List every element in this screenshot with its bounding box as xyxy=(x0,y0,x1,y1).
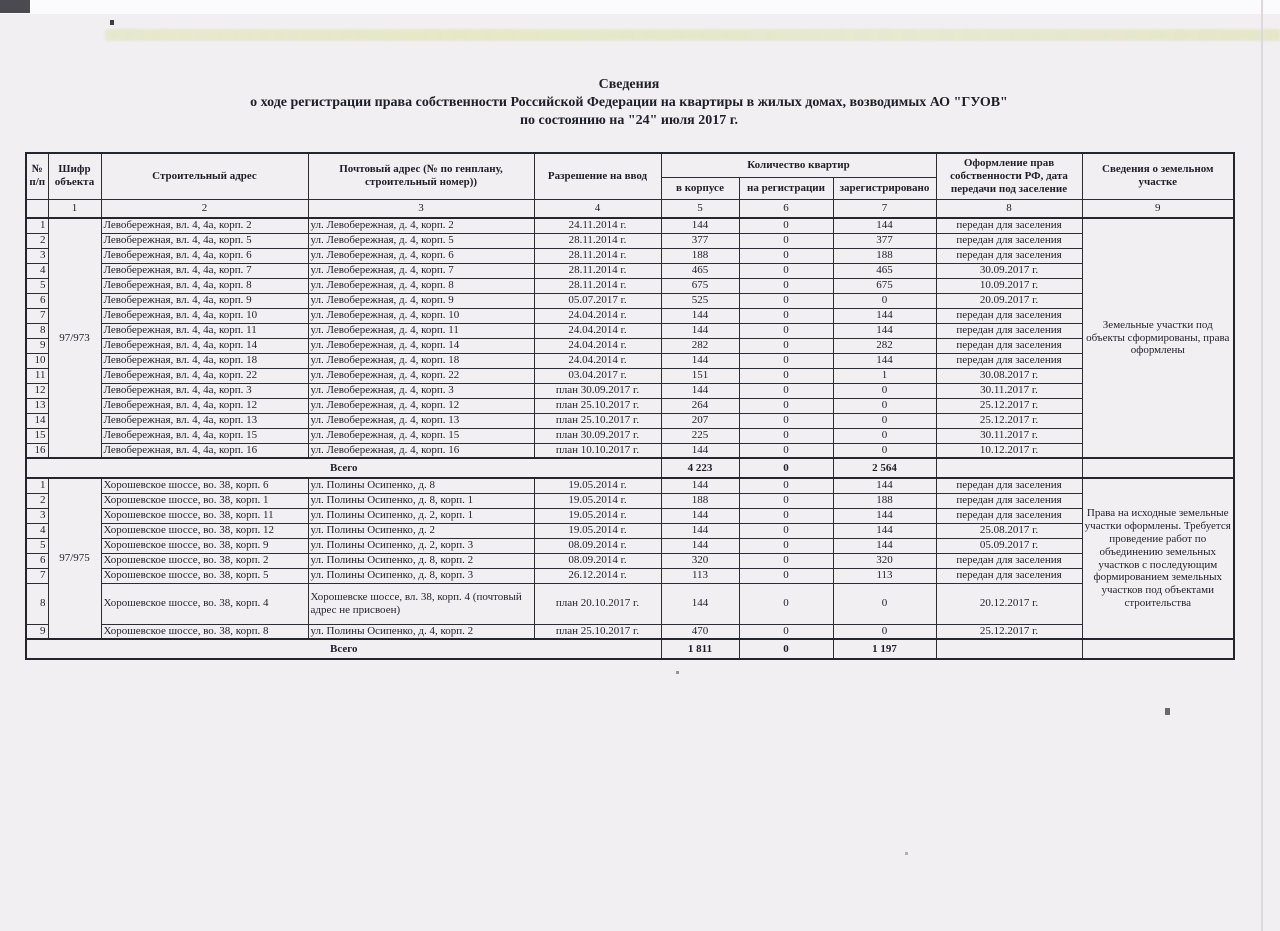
cell-apartments-registered: 0 xyxy=(833,624,936,639)
cell-postal-address: ул. Полины Осипенко, д. 8 xyxy=(308,478,534,493)
cell-apartments-registered: 144 xyxy=(833,353,936,368)
cell-construction-address: Хорошевское шоссе, во. 38, корп. 4 xyxy=(101,583,308,624)
cell-apartments-in-building: 144 xyxy=(661,508,739,523)
cell-postal-address: ул. Левобережная, д. 4, корп. 22 xyxy=(308,368,534,383)
cell-ownership-status: 25.12.2017 г. xyxy=(936,624,1082,639)
cell-construction-address: Хорошевское шоссе, во. 38, корп. 9 xyxy=(101,538,308,553)
cell-apartments-in-registration: 0 xyxy=(739,508,833,523)
cell-apartments-in-building: 470 xyxy=(661,624,739,639)
table-row xyxy=(26,583,1234,624)
cell-apartments-in-building: 144 xyxy=(661,478,739,493)
cell-apartments-in-building: 144 xyxy=(661,383,739,398)
cell-commissioning-permit: 28.11.2014 г. xyxy=(534,278,661,293)
scan-corner-shadow xyxy=(0,0,30,13)
cell-apartments-in-building: 144 xyxy=(661,523,739,538)
total-registered: 1 197 xyxy=(833,639,936,659)
column-number-cell xyxy=(26,199,48,218)
column-number-cell: 8 xyxy=(936,199,1082,218)
cell-row-number: 6 xyxy=(26,553,48,568)
cell-postal-address: ул. Левобережная, д. 4, корп. 8 xyxy=(308,278,534,293)
cell-apartments-registered: 144 xyxy=(833,323,936,338)
table-row xyxy=(26,338,1234,353)
scan-speck xyxy=(110,20,114,25)
cell-ownership-status: 30.08.2017 г. xyxy=(936,368,1082,383)
cell-row-number: 2 xyxy=(26,233,48,248)
cell-row-number: 1 xyxy=(26,478,48,493)
col-header-code: Шифр объекта xyxy=(48,153,101,199)
cell-commissioning-permit: план 25.10.2017 г. xyxy=(534,413,661,428)
cell-apartments-in-building: 144 xyxy=(661,323,739,338)
title-line-3: по состоянию на "24" июля 2017 г. xyxy=(519,113,739,128)
cell-apartments-in-building: 225 xyxy=(661,428,739,443)
cell-apartments-in-registration: 0 xyxy=(739,583,833,624)
cell-apartments-in-registration: 0 xyxy=(739,308,833,323)
cell-row-number: 10 xyxy=(26,353,48,368)
cell-apartments-registered: 188 xyxy=(833,493,936,508)
cell-construction-address: Хорошевское шоссе, во. 38, корп. 5 xyxy=(101,568,308,583)
cell-row-number: 16 xyxy=(26,443,48,458)
cell-apartments-in-building: 320 xyxy=(661,553,739,568)
cell-apartments-in-registration: 0 xyxy=(739,413,833,428)
cell-ownership-status: передан для заселения xyxy=(936,323,1082,338)
cell-commissioning-permit: 19.05.2014 г. xyxy=(534,493,661,508)
total-in-building: 1 811 xyxy=(661,639,739,659)
cell-apartments-in-registration: 0 xyxy=(739,624,833,639)
cell-commissioning-permit: 28.11.2014 г. xyxy=(534,233,661,248)
table-row xyxy=(26,493,1234,508)
cell-row-number: 9 xyxy=(26,624,48,639)
title-line-1: Сведения xyxy=(598,77,660,92)
cell-commissioning-permit: 24.04.2014 г. xyxy=(534,308,661,323)
cell-apartments-registered: 0 xyxy=(833,583,936,624)
cell-ownership-status: передан для заселения xyxy=(936,233,1082,248)
cell-row-number: 14 xyxy=(26,413,48,428)
cell-apartments-in-registration: 0 xyxy=(739,218,833,233)
cell-construction-address: Левобережная, вл. 4, 4а, корп. 6 xyxy=(101,248,308,263)
col-header-land: Сведения о земельном участке xyxy=(1082,153,1234,199)
cell-ownership-status: 20.12.2017 г. xyxy=(936,583,1082,624)
scan-page-edge xyxy=(1261,0,1263,931)
cell-postal-address: ул. Левобережная, д. 4, корп. 5 xyxy=(308,233,534,248)
total-empty-cell xyxy=(1082,639,1234,659)
column-number-cell: 1 xyxy=(48,199,101,218)
cell-apartments-registered: 320 xyxy=(833,553,936,568)
cell-construction-address: Левобережная, вл. 4, 4а, корп. 5 xyxy=(101,233,308,248)
cell-apartments-in-registration: 0 xyxy=(739,323,833,338)
cell-ownership-status: 30.09.2017 г. xyxy=(936,263,1082,278)
cell-construction-address: Левобережная, вл. 4, 4а, корп. 22 xyxy=(101,368,308,383)
cell-postal-address: ул. Полины Осипенко, д. 8, корп. 3 xyxy=(308,568,534,583)
cell-row-number: 6 xyxy=(26,293,48,308)
col-header-ownership: Оформление прав собственности РФ, дата передачи под заселение xyxy=(936,153,1082,199)
cell-commissioning-permit: 28.11.2014 г. xyxy=(534,248,661,263)
cell-apartments-registered: 377 xyxy=(833,233,936,248)
title-line-2: о ходе регистрации права собственности Российской Федерации на квартиры в жилых домах, возводимых АО "ГУОВ" xyxy=(250,95,1008,110)
col-header-commissioning-permit: Разрешение на ввод xyxy=(534,153,661,199)
cell-ownership-status: передан для заселения xyxy=(936,493,1082,508)
scan-speck xyxy=(1165,708,1170,715)
table-row xyxy=(26,353,1234,368)
cell-apartments-registered: 188 xyxy=(833,248,936,263)
total-label: Всего xyxy=(26,639,661,659)
column-number-cell: 9 xyxy=(1082,199,1234,218)
cell-apartments-registered: 0 xyxy=(833,413,936,428)
cell-row-number: 8 xyxy=(26,323,48,338)
cell-postal-address: ул. Левобережная, д. 4, корп. 7 xyxy=(308,263,534,278)
cell-construction-address: Левобережная, вл. 4, 4а, корп. 13 xyxy=(101,413,308,428)
cell-apartments-in-registration: 0 xyxy=(739,538,833,553)
cell-row-number: 7 xyxy=(26,308,48,323)
cell-commissioning-permit: 19.05.2014 г. xyxy=(534,508,661,523)
cell-apartments-in-registration: 0 xyxy=(739,478,833,493)
cell-ownership-status: передан для заселения xyxy=(936,308,1082,323)
cell-apartments-in-building: 377 xyxy=(661,233,739,248)
total-row xyxy=(26,639,1234,659)
cell-apartments-registered: 144 xyxy=(833,218,936,233)
cell-postal-address: ул. Левобережная, д. 4, корп. 14 xyxy=(308,338,534,353)
cell-apartments-in-building: 465 xyxy=(661,263,739,278)
cell-apartments-in-registration: 0 xyxy=(739,383,833,398)
header-row-1 xyxy=(26,153,1234,177)
table-row xyxy=(26,538,1234,553)
cell-commissioning-permit: 05.07.2017 г. xyxy=(534,293,661,308)
total-registered: 2 564 xyxy=(833,458,936,478)
total-in-registration: 0 xyxy=(739,639,833,659)
table-row xyxy=(26,413,1234,428)
cell-ownership-status: передан для заселения xyxy=(936,553,1082,568)
table-row xyxy=(26,553,1234,568)
cell-apartments-registered: 144 xyxy=(833,308,936,323)
cell-commissioning-permit: 24.11.2014 г. xyxy=(534,218,661,233)
cell-apartments-in-building: 525 xyxy=(661,293,739,308)
cell-apartments-registered: 0 xyxy=(833,398,936,413)
cell-row-number: 5 xyxy=(26,538,48,553)
cell-apartments-registered: 144 xyxy=(833,508,936,523)
cell-postal-address: ул. Полины Осипенко, д. 8, корп. 2 xyxy=(308,553,534,568)
table-row xyxy=(26,624,1234,639)
cell-commissioning-permit: 03.04.2017 г. xyxy=(534,368,661,383)
cell-row-number: 1 xyxy=(26,218,48,233)
cell-apartments-registered: 465 xyxy=(833,263,936,278)
table-row xyxy=(26,478,1234,493)
cell-construction-address: Левобережная, вл. 4, 4а, корп. 15 xyxy=(101,428,308,443)
table-body xyxy=(26,218,1234,659)
cell-postal-address: ул. Полины Осипенко, д. 2, корп. 3 xyxy=(308,538,534,553)
column-number-cell: 4 xyxy=(534,199,661,218)
cell-postal-address: ул. Полины Осипенко, д. 2, корп. 1 xyxy=(308,508,534,523)
cell-object-code: 97/973 xyxy=(48,218,101,458)
cell-construction-address: Хорошевское шоссе, во. 38, корп. 11 xyxy=(101,508,308,523)
cell-apartments-in-building: 144 xyxy=(661,443,739,458)
cell-construction-address: Хорошевское шоссе, во. 38, корп. 6 xyxy=(101,478,308,493)
cell-postal-address: ул. Левобережная, д. 4, корп. 3 xyxy=(308,383,534,398)
cell-ownership-status: передан для заселения xyxy=(936,478,1082,493)
cell-object-code: 97/975 xyxy=(48,478,101,639)
cell-commissioning-permit: план 25.10.2017 г. xyxy=(534,624,661,639)
cell-construction-address: Хорошевское шоссе, во. 38, корп. 8 xyxy=(101,624,308,639)
col-header-postal-address: Почтовый адрес (№ по генплану, строительный номер)) xyxy=(308,153,534,199)
cell-construction-address: Левобережная, вл. 4, 4а, корп. 11 xyxy=(101,323,308,338)
cell-commissioning-permit: 19.05.2014 г. xyxy=(534,523,661,538)
cell-postal-address: ул. Полины Осипенко, д. 8, корп. 1 xyxy=(308,493,534,508)
cell-commissioning-permit: план 20.10.2017 г. xyxy=(534,583,661,624)
scan-speck xyxy=(905,852,908,855)
scan-top-strip xyxy=(0,0,1280,14)
cell-commissioning-permit: 08.09.2014 г. xyxy=(534,538,661,553)
table-row xyxy=(26,368,1234,383)
cell-postal-address: ул. Левобережная, д. 4, корп. 12 xyxy=(308,398,534,413)
cell-apartments-registered: 144 xyxy=(833,478,936,493)
cell-construction-address: Левобережная, вл. 4, 4а, корп. 7 xyxy=(101,263,308,278)
cell-apartments-in-building: 144 xyxy=(661,538,739,553)
cell-postal-address: ул. Левобережная, д. 4, корп. 2 xyxy=(308,218,534,233)
cell-commissioning-permit: план 30.09.2017 г. xyxy=(534,428,661,443)
column-numbers-row xyxy=(26,199,1234,218)
cell-ownership-status: 20.09.2017 г. xyxy=(936,293,1082,308)
cell-apartments-in-building: 151 xyxy=(661,368,739,383)
table-row xyxy=(26,263,1234,278)
table-row xyxy=(26,428,1234,443)
col-header-apartments-group: Количество квартир xyxy=(661,153,936,177)
cell-construction-address: Левобережная, вл. 4, 4а, корп. 3 xyxy=(101,383,308,398)
cell-row-number: 3 xyxy=(26,248,48,263)
cell-ownership-status: передан для заселения xyxy=(936,248,1082,263)
cell-postal-address: ул. Левобережная, д. 4, корп. 10 xyxy=(308,308,534,323)
table-row xyxy=(26,398,1234,413)
cell-construction-address: Левобережная, вл. 4, 4а, корп. 9 xyxy=(101,293,308,308)
cell-row-number: 15 xyxy=(26,428,48,443)
cell-row-number: 5 xyxy=(26,278,48,293)
cell-construction-address: Левобережная, вл. 4, 4а, корп. 8 xyxy=(101,278,308,293)
cell-postal-address: ул. Левобережная, д. 4, корп. 15 xyxy=(308,428,534,443)
cell-postal-address: ул. Левобережная, д. 4, корп. 16 xyxy=(308,443,534,458)
cell-apartments-in-registration: 0 xyxy=(739,398,833,413)
cell-apartments-in-registration: 0 xyxy=(739,248,833,263)
cell-ownership-status: 10.09.2017 г. xyxy=(936,278,1082,293)
cell-ownership-status: передан для заселения xyxy=(936,568,1082,583)
cell-construction-address: Хорошевское шоссе, во. 38, корп. 1 xyxy=(101,493,308,508)
cell-apartments-in-building: 144 xyxy=(661,308,739,323)
cell-ownership-status: передан для заселения xyxy=(936,508,1082,523)
cell-apartments-registered: 0 xyxy=(833,293,936,308)
table-row xyxy=(26,308,1234,323)
total-empty-cell xyxy=(1082,458,1234,478)
cell-row-number: 4 xyxy=(26,523,48,538)
cell-apartments-in-registration: 0 xyxy=(739,428,833,443)
cell-apartments-registered: 113 xyxy=(833,568,936,583)
cell-apartments-registered: 0 xyxy=(833,443,936,458)
cell-commissioning-permit: план 25.10.2017 г. xyxy=(534,398,661,413)
cell-apartments-in-building: 188 xyxy=(661,248,739,263)
column-number-cell: 6 xyxy=(739,199,833,218)
cell-ownership-status: 30.11.2017 г. xyxy=(936,383,1082,398)
cell-commissioning-permit: 24.04.2014 г. xyxy=(534,323,661,338)
cell-postal-address: ул. Левобережная, д. 4, корп. 6 xyxy=(308,248,534,263)
cell-apartments-in-building: 144 xyxy=(661,218,739,233)
cell-apartments-in-registration: 0 xyxy=(739,293,833,308)
cell-row-number: 4 xyxy=(26,263,48,278)
table-row xyxy=(26,278,1234,293)
column-number-cell: 3 xyxy=(308,199,534,218)
col-header-in-building: в корпусе xyxy=(661,177,739,199)
column-number-cell: 5 xyxy=(661,199,739,218)
cell-commissioning-permit: 26.12.2014 г. xyxy=(534,568,661,583)
cell-construction-address: Левобережная, вл. 4, 4а, корп. 10 xyxy=(101,308,308,323)
col-header-in-registration: на регистрации xyxy=(739,177,833,199)
cell-postal-address: ул. Левобережная, д. 4, корп. 9 xyxy=(308,293,534,308)
cell-row-number: 7 xyxy=(26,568,48,583)
cell-apartments-in-registration: 0 xyxy=(739,368,833,383)
cell-apartments-in-building: 144 xyxy=(661,583,739,624)
cell-ownership-status: 25.08.2017 г. xyxy=(936,523,1082,538)
table-row xyxy=(26,233,1234,248)
col-header-construction-address: Строительный адрес xyxy=(101,153,308,199)
cell-apartments-in-registration: 0 xyxy=(739,443,833,458)
cell-apartments-registered: 675 xyxy=(833,278,936,293)
cell-construction-address: Левобережная, вл. 4, 4а, корп. 16 xyxy=(101,443,308,458)
total-in-registration: 0 xyxy=(739,458,833,478)
registration-table xyxy=(25,152,1235,660)
cell-apartments-registered: 144 xyxy=(833,538,936,553)
table-row xyxy=(26,443,1234,458)
cell-row-number: 3 xyxy=(26,508,48,523)
cell-construction-address: Хорошевское шоссе, во. 38, корп. 2 xyxy=(101,553,308,568)
cell-apartments-in-registration: 0 xyxy=(739,233,833,248)
cell-ownership-status: 25.12.2017 г. xyxy=(936,398,1082,413)
cell-postal-address: Хорошевске шоссе, вл. 38, корп. 4 (почтовый адрес не присвоен) xyxy=(308,583,534,624)
cell-row-number: 11 xyxy=(26,368,48,383)
cell-apartments-in-registration: 0 xyxy=(739,553,833,568)
total-row xyxy=(26,458,1234,478)
cell-apartments-registered: 144 xyxy=(833,523,936,538)
cell-commissioning-permit: 24.04.2014 г. xyxy=(534,353,661,368)
cell-postal-address: ул. Левобережная, д. 4, корп. 13 xyxy=(308,413,534,428)
cell-apartments-in-building: 113 xyxy=(661,568,739,583)
cell-commissioning-permit: план 10.10.2017 г. xyxy=(534,443,661,458)
cell-construction-address: Левобережная, вл. 4, 4а, корп. 18 xyxy=(101,353,308,368)
cell-commissioning-permit: 28.11.2014 г. xyxy=(534,263,661,278)
table-row xyxy=(26,523,1234,538)
cell-row-number: 12 xyxy=(26,383,48,398)
cell-construction-address: Хорошевское шоссе, во. 38, корп. 12 xyxy=(101,523,308,538)
cell-postal-address: ул. Левобережная, д. 4, корп. 11 xyxy=(308,323,534,338)
cell-apartments-registered: 0 xyxy=(833,383,936,398)
cell-row-number: 2 xyxy=(26,493,48,508)
cell-commissioning-permit: план 30.09.2017 г. xyxy=(534,383,661,398)
cell-apartments-in-registration: 0 xyxy=(739,263,833,278)
cell-apartments-in-registration: 0 xyxy=(739,278,833,293)
scan-speck xyxy=(676,671,679,674)
table-row xyxy=(26,508,1234,523)
table-row xyxy=(26,218,1234,233)
cell-postal-address: ул. Полины Осипенко, д. 4, корп. 2 xyxy=(308,624,534,639)
cell-row-number: 8 xyxy=(26,583,48,624)
cell-construction-address: Левобережная, вл. 4, 4а, корп. 2 xyxy=(101,218,308,233)
table-row xyxy=(26,293,1234,308)
cell-row-number: 13 xyxy=(26,398,48,413)
cell-apartments-in-registration: 0 xyxy=(739,523,833,538)
total-in-building: 4 223 xyxy=(661,458,739,478)
cell-apartments-in-building: 675 xyxy=(661,278,739,293)
cell-apartments-registered: 0 xyxy=(833,428,936,443)
scan-color-band xyxy=(105,29,1280,41)
cell-commissioning-permit: 08.09.2014 г. xyxy=(534,553,661,568)
cell-apartments-in-registration: 0 xyxy=(739,493,833,508)
cell-ownership-status: 30.11.2017 г. xyxy=(936,428,1082,443)
cell-apartments-in-registration: 0 xyxy=(739,353,833,368)
column-number-cell: 7 xyxy=(833,199,936,218)
cell-apartments-in-registration: 0 xyxy=(739,568,833,583)
cell-apartments-in-building: 264 xyxy=(661,398,739,413)
cell-apartments-registered: 1 xyxy=(833,368,936,383)
cell-construction-address: Левобережная, вл. 4, 4а, корп. 12 xyxy=(101,398,308,413)
cell-ownership-status: передан для заселения xyxy=(936,353,1082,368)
col-header-registered: зарегистрировано xyxy=(833,177,936,199)
document-title xyxy=(25,76,1233,130)
total-empty-cell xyxy=(936,458,1082,478)
cell-land-note: Земельные участки под объекты сформированы, права оформлены xyxy=(1082,218,1234,458)
cell-apartments-in-building: 207 xyxy=(661,413,739,428)
table-row xyxy=(26,323,1234,338)
table-row xyxy=(26,383,1234,398)
cell-ownership-status: 10.12.2017 г. xyxy=(936,443,1082,458)
total-label: Всего xyxy=(26,458,661,478)
cell-ownership-status: 05.09.2017 г. xyxy=(936,538,1082,553)
cell-apartments-in-building: 188 xyxy=(661,493,739,508)
table-row xyxy=(26,568,1234,583)
table-row xyxy=(26,248,1234,263)
cell-construction-address: Левобережная, вл. 4, 4а, корп. 14 xyxy=(101,338,308,353)
cell-commissioning-permit: 19.05.2014 г. xyxy=(534,478,661,493)
cell-apartments-in-building: 144 xyxy=(661,353,739,368)
total-empty-cell xyxy=(936,639,1082,659)
cell-commissioning-permit: 24.04.2014 г. xyxy=(534,338,661,353)
cell-postal-address: ул. Полины Осипенко, д. 2 xyxy=(308,523,534,538)
cell-apartments-registered: 282 xyxy=(833,338,936,353)
col-header-num: № п/п xyxy=(26,153,48,199)
cell-ownership-status: передан для заселения xyxy=(936,338,1082,353)
column-number-cell: 2 xyxy=(101,199,308,218)
cell-apartments-in-registration: 0 xyxy=(739,338,833,353)
cell-ownership-status: передан для заселения xyxy=(936,218,1082,233)
cell-postal-address: ул. Левобережная, д. 4, корп. 18 xyxy=(308,353,534,368)
cell-row-number: 9 xyxy=(26,338,48,353)
cell-land-note: Права на исходные земельные участки оформлены. Требуется проведение работ по объединению земельных участков с последующим формированием земельных участков под объектами строительства xyxy=(1082,478,1234,639)
cell-apartments-in-building: 282 xyxy=(661,338,739,353)
cell-ownership-status: 25.12.2017 г. xyxy=(936,413,1082,428)
